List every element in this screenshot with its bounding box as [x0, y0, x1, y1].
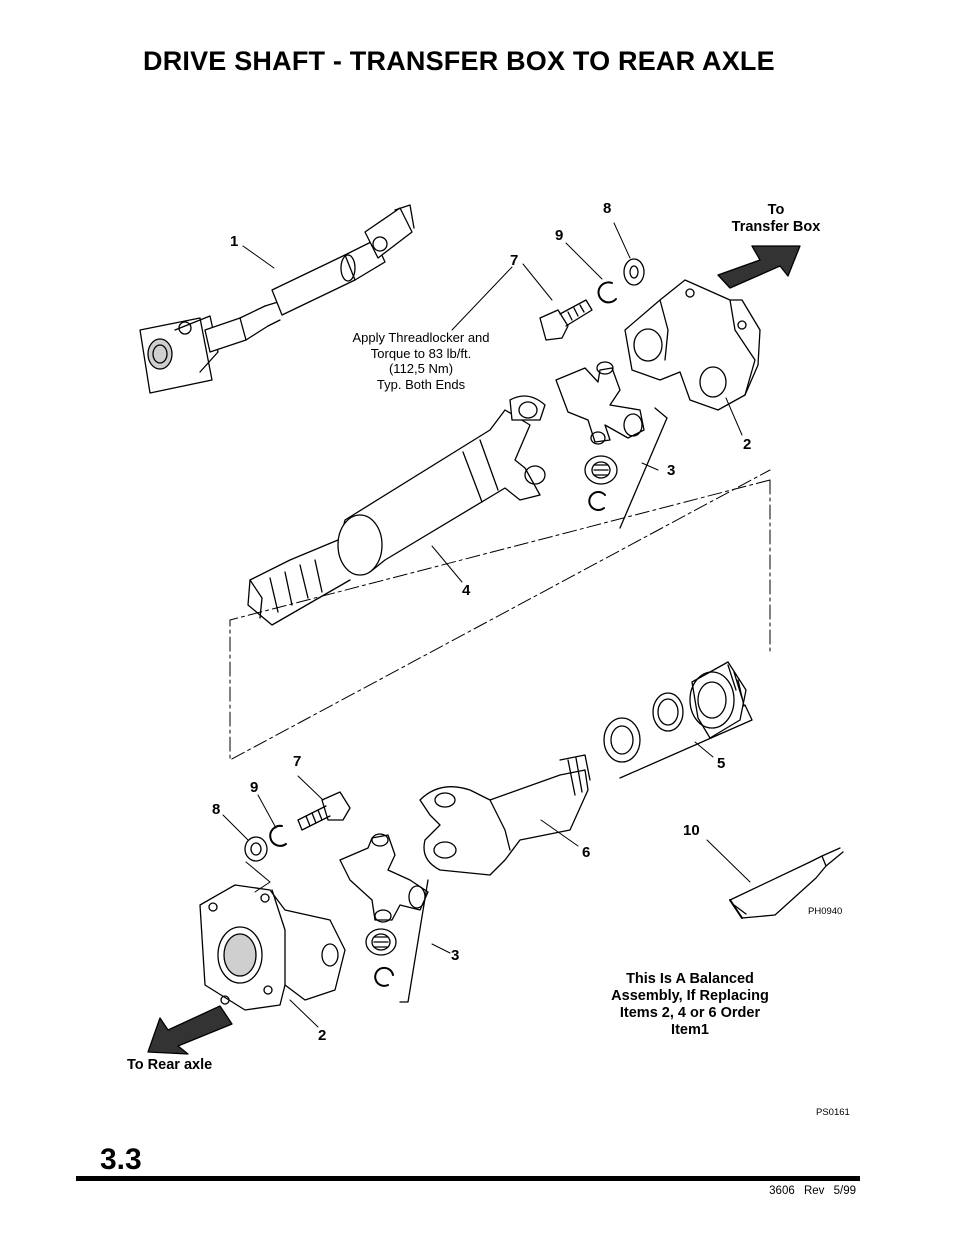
callout-2-bottom: 2: [318, 1027, 327, 1044]
circlip-bottom: [270, 826, 286, 846]
flange-yoke-top: [625, 280, 760, 410]
assembly-boundary: [230, 470, 770, 760]
callout-8-top: 8: [603, 200, 612, 217]
footer-revision: 3606 Rev 5/99: [769, 1185, 856, 1197]
illustration-code: PS0161: [816, 1107, 850, 1118]
callout-7-bottom: 7: [293, 753, 302, 770]
bolt-bottom: [298, 792, 350, 830]
section-number: 3.3: [100, 1143, 142, 1176]
callout-3-top: 3: [667, 462, 676, 479]
drive-shaft-tube: [248, 396, 545, 625]
to-transfer-box-label: To Transfer Box: [731, 202, 821, 235]
slip-yoke: [420, 755, 590, 875]
callout-10: 10: [683, 822, 700, 839]
universal-joint-kit-bottom: [340, 834, 428, 1002]
needle-bearing-cup-bottom: [366, 929, 396, 955]
circlip-top: [599, 282, 616, 302]
callout-9-bottom: 9: [250, 779, 259, 796]
washer-top: [624, 259, 644, 285]
universal-joint-kit-top: [556, 362, 667, 528]
sealant-part-code: PH0940: [808, 906, 843, 917]
needle-bearing-cup: [585, 456, 617, 484]
callout-1: 1: [230, 233, 239, 250]
callout-5: 5: [717, 755, 726, 772]
callout-4: 4: [462, 582, 471, 599]
torque-note: Apply Threadlocker and Torque to 83 lb/ft. (112,5 Nm) Typ. Both Ends: [352, 330, 490, 392]
page-title: DRIVE SHAFT - TRANSFER BOX TO REAR AXLE: [143, 46, 775, 76]
slip-joint-seals: [604, 662, 752, 778]
to-rear-axle-label: To Rear axle: [127, 1057, 213, 1073]
arrow-to-transfer-box-icon: [718, 246, 800, 288]
balanced-assembly-note: This Is A Balanced Assembly, If Replacing Items 2, 4 or 6 Order Item1: [611, 971, 769, 1038]
callout-6: 6: [582, 844, 591, 861]
callout-8-bottom: 8: [212, 801, 221, 818]
bolt-top: [540, 300, 592, 340]
callout-3-bottom: 3: [451, 947, 460, 964]
callout-2-top: 2: [743, 436, 752, 453]
callout-9-top: 9: [555, 227, 564, 244]
arrow-to-rear-axle-icon: [148, 1006, 232, 1054]
callout-7-top: 7: [510, 252, 519, 269]
flange-yoke-bottom: [200, 885, 345, 1010]
footer-rule: [76, 1176, 860, 1181]
washer-bottom: [245, 837, 267, 861]
